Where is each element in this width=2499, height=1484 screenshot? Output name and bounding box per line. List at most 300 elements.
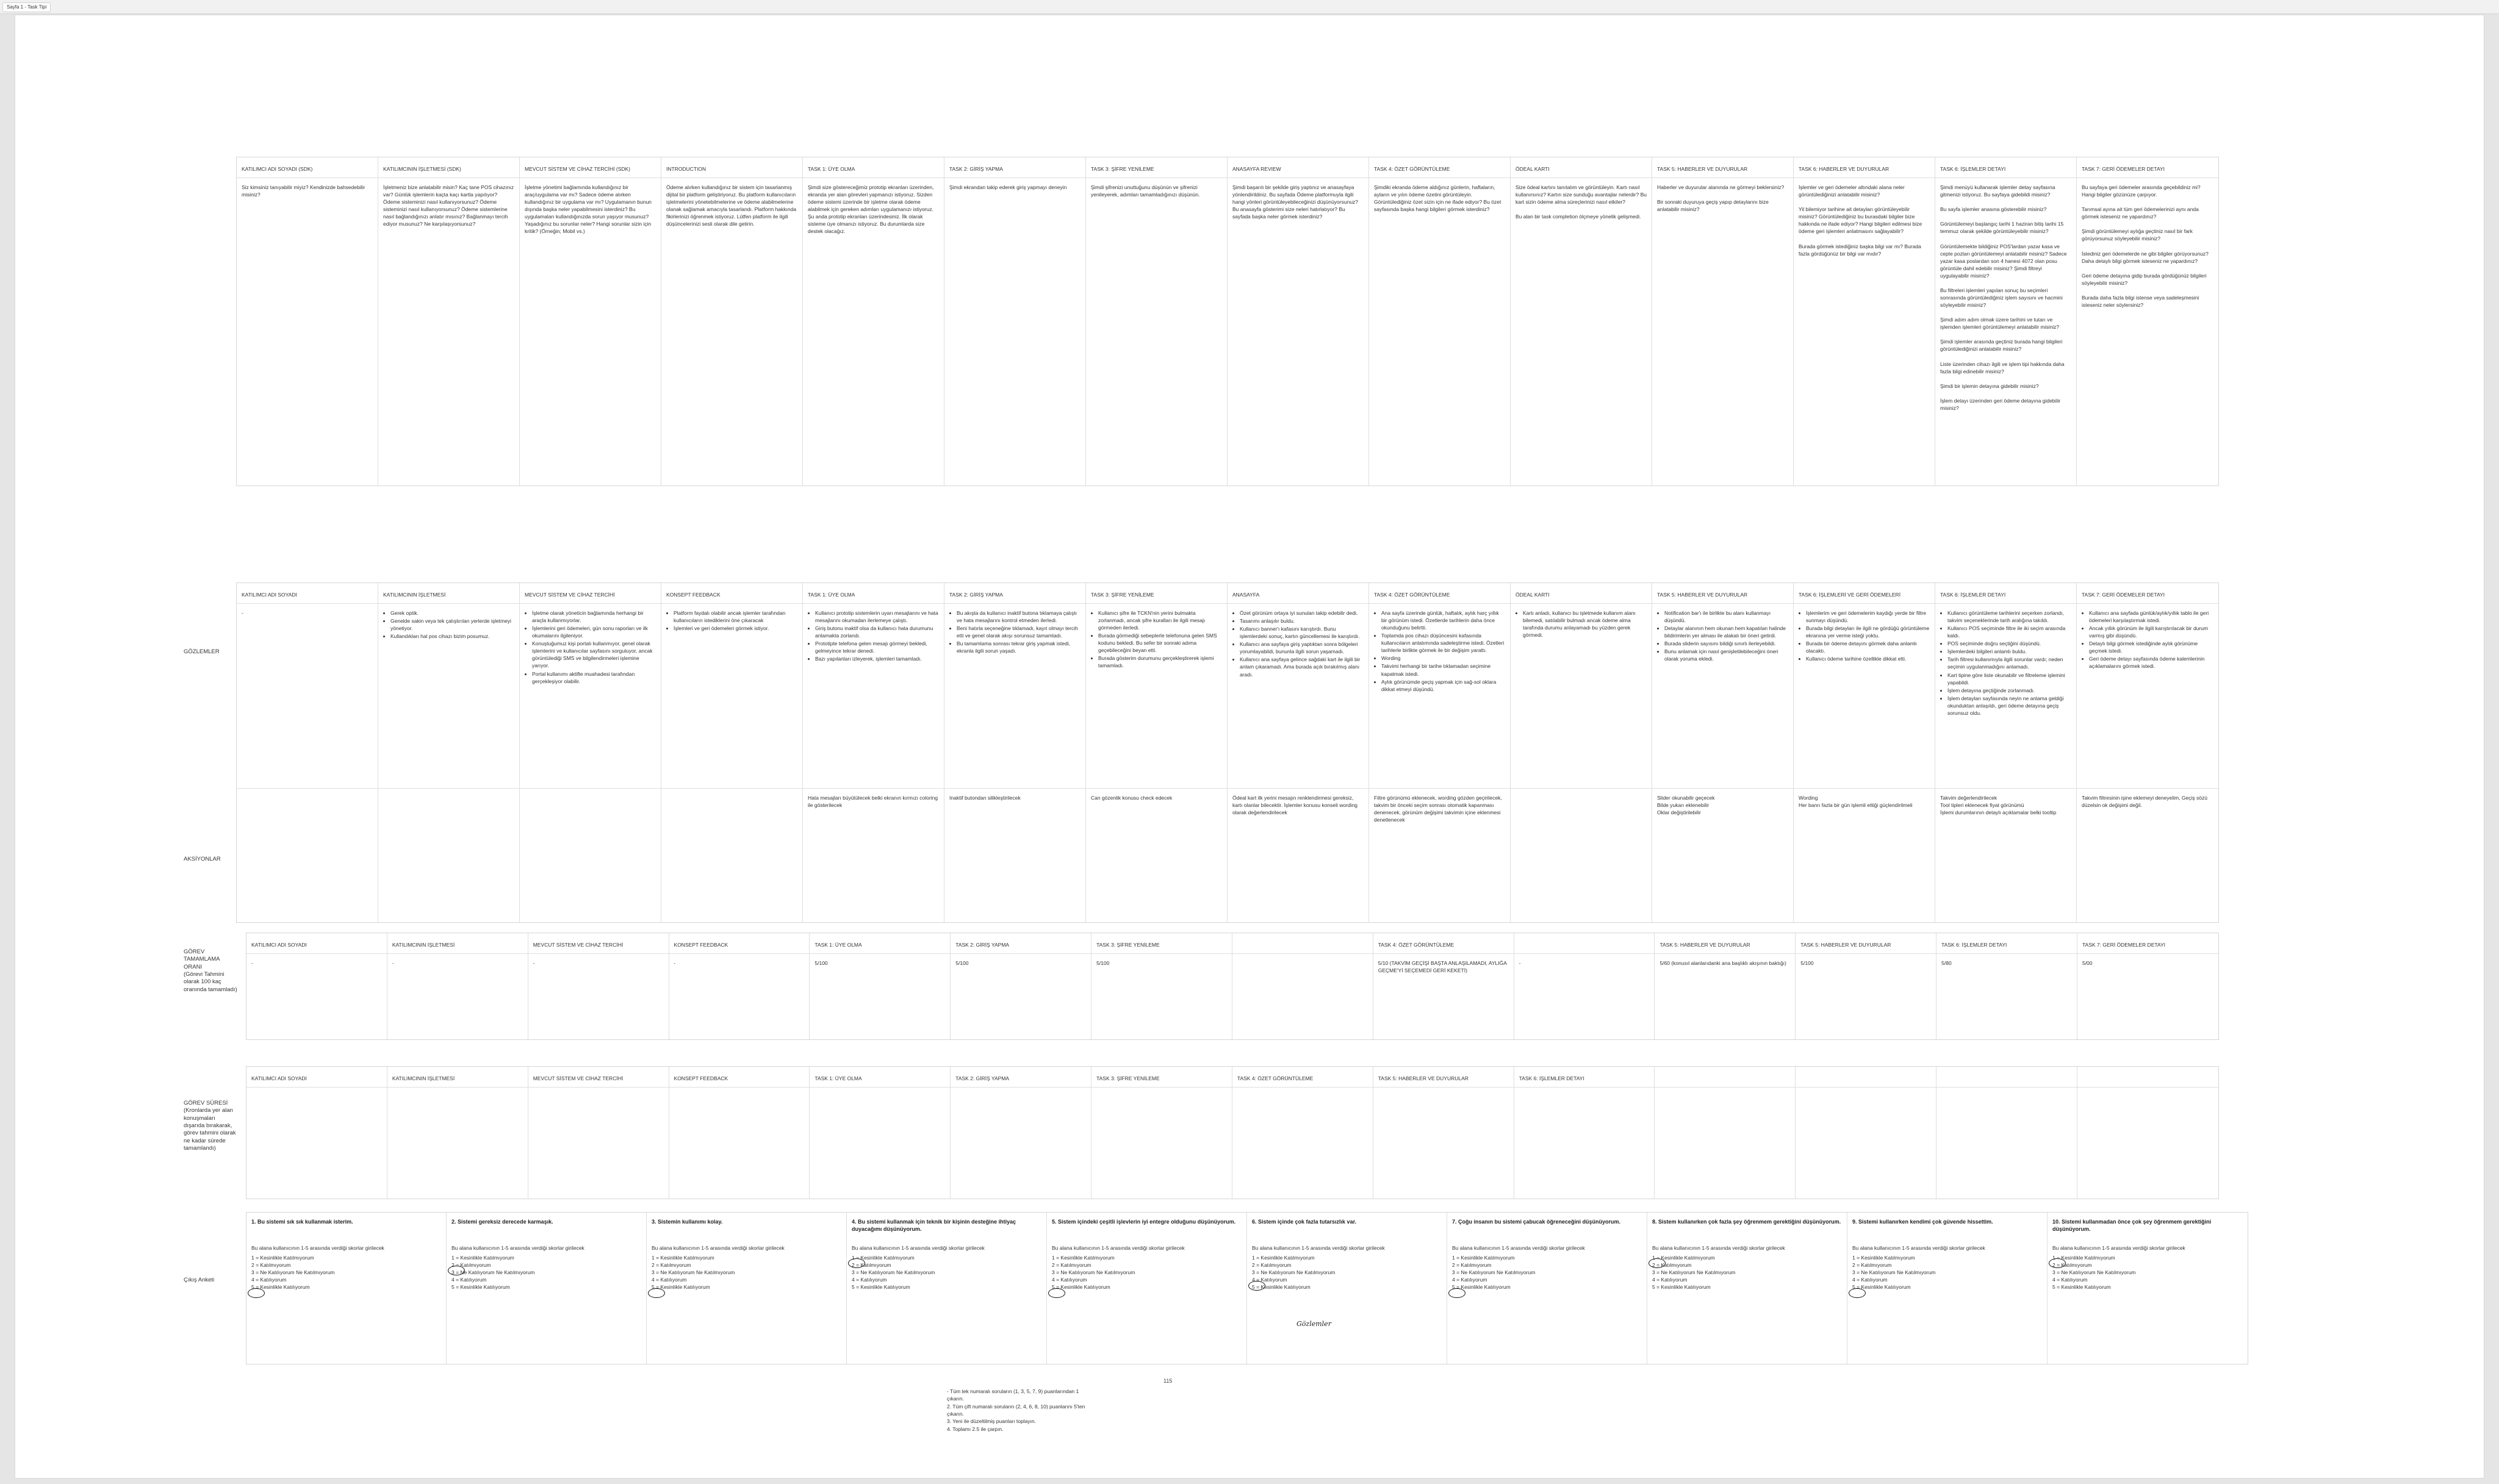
observation-column — [237, 583, 378, 788]
column-header: KONSEPT FEEDBACK — [669, 933, 810, 954]
column-question-text: Şimdiki ekranda ödeme aldığınız günlerin, haftaların, ayların ve yılın ödeme özetini görüntüleyin. Görüntülediğiniz özet sizin için ne ifade ediyor? Bu özet sayfasında başka hangi bilgileri görmek isterdiniz? — [1374, 184, 1501, 213]
observation-list — [1516, 609, 1647, 639]
observation-item: • POS seçiminde doğru seçtiğini düşündü. — [1947, 640, 2071, 647]
column-header: TASK 7: GERİ ÖDEMELER DETAYI — [2077, 157, 2218, 178]
column-question-text: Bu sayfaya geri ödemeler arasında geçebildiniz mi? Hangi bilgiler gözünüze çarpıyor. Tarımsal ayına ait tüm geri ödemelerinizi aynı anda görmek isteseniz ne yapardınız? Şimdi görüntülemeyi aylığa geçtiniz nasıl bir fark görüyorsunuz söyleyebilir misiniz? İstediniz geri ödemelerde ne gibi bilgiler görüyorsunuz? Daha detaylı bilgi görmek isteseniz ne yapardınız? Geri ödeme detayına gidip burada gördüğünüz bilgileri söyleyebilir misiniz? Burada daha fazla bilgi istense veya sadeleşmesini isteseniz neler söylersiniz? — [2082, 184, 2209, 308]
column-header: MEVCUT SİSTEM VE CİHAZ TERCİHİ — [528, 933, 669, 954]
observation-item: • Burada gösterim durumunu gerçekleştirerek işlemi tamamladı. — [1098, 654, 1222, 669]
survey-scale: 1 = Kesinlikle Katılmıyorum 2 = Katılmıyorum 3 = Ne Katılıyorum Ne Katılmıyorum 4 = Katılıyorum 5 = Kesinlikle Katılıyorum — [652, 1255, 735, 1291]
duration-column — [2077, 1067, 2218, 1199]
column-header: TASK 6: İŞLEMLER DETAYI — [1935, 583, 2076, 604]
observation-body — [378, 604, 519, 646]
observation-column — [2077, 583, 2218, 788]
observation-item: • Kullanıcı prototip sistemlerin uyarı mesajlarını ve hata mesajlarını okumadan ilerlemeye çalıştı. — [815, 609, 939, 624]
observation-item: • Burada bilgi detayları ile ilgili ne gördüğü görüntüleme ekranına yer verme isteği yoktu. — [1806, 625, 1930, 639]
column-header: TASK 6: HABERLER VE DUYURULAR — [1794, 157, 1935, 178]
observation-list — [383, 609, 514, 640]
completion-column — [528, 933, 669, 1039]
observation-column — [944, 583, 1086, 788]
survey-question-title: 4. Bu sistemi kullanmak için teknik bir kişinin desteğine ihtiyaç duyacağımı düşünüyorum. — [852, 1219, 1016, 1232]
column-header: TASK 6: İŞLEMLERİ VE GERİ ÖDEMELERİ — [1794, 583, 1935, 604]
completion-column — [1373, 933, 1514, 1039]
survey-scale: 1 = Kesinlikle Katılmıyorum 2 = Katılmıyorum 3 = Ne Katılıyorum Ne Katılmıyorum 4 = Katılıyorum 5 = Kesinlikle Katılıyorum — [1052, 1255, 1135, 1291]
completion-value: 5/100 — [814, 960, 828, 966]
survey-question-column — [447, 1213, 647, 1364]
action-column — [944, 789, 1086, 923]
question-column — [803, 157, 944, 486]
observation-text: - — [242, 610, 243, 616]
column-header — [1655, 1067, 1795, 1088]
completion-value: - — [674, 960, 676, 966]
survey-question-column — [246, 1213, 447, 1364]
toolbar — [0, 0, 2499, 14]
completion-value: 5/100 — [1096, 960, 1110, 966]
completion-table — [246, 933, 2219, 1040]
survey-question-column — [2048, 1213, 2248, 1364]
duration-column — [669, 1067, 810, 1199]
question-column — [1086, 157, 1228, 486]
observation-body — [1086, 604, 1227, 676]
question-column — [1652, 157, 1794, 486]
survey-question-column — [847, 1213, 1047, 1364]
observation-item: • Detaylar alanının hem okunan hem kapatılan halinde bildirimlerin yer alması ile alakalı bir öneri getirdi. — [1664, 625, 1788, 639]
action-text: Takvim filtresinin işine eklemeyi deneyelim, Geçiş sözü düzelsin ok değişimi değil. — [2082, 795, 2207, 809]
observation-item: • Gerek optik. — [390, 609, 514, 617]
column-header: TASK 1: ÜYE OLMA — [810, 933, 950, 954]
survey-instruction: Bu alana kullanıcının 1-5 arasında verdiği skorlar girilecek — [2052, 1245, 2185, 1251]
action-text — [520, 789, 661, 800]
question-column — [1935, 157, 2077, 486]
completion-column — [951, 933, 1091, 1039]
column-question-text: Ödeme alırken kullandığınız bir sistem için tasarlanmış dijital bir platform geliştiriyoruz. Bu platform kullanıcıların işletmelerini yönetebilmelerine ve ödeme alabilmelerine olanak sağlamak amacıyla tasarlandı. Platform hakkında fikirlerinizi öğrenmek istiyoruz. Lütfen platform ile ilgili düşüncelerinizi sesli olarak dile getirin. — [666, 184, 797, 228]
column-header: TASK 4: ÖZET GÖRÜNTÜLEME — [1369, 157, 1510, 178]
question-column — [378, 157, 520, 486]
duration-column — [528, 1067, 669, 1199]
observation-item: • Kart tipine göre liste okunabilir ve filtreleme işlemini yapabildi. — [1947, 672, 2071, 686]
selected-answer-circle — [648, 1288, 665, 1298]
observation-item: • Toplamda pos cihazı düşüncesini kafasında kullanıcıların anlatımında sadeleştirme istedi. Özetleri tarihlerle birlikte görmek ile bir değişim yarattı. — [1381, 632, 1505, 654]
row-label-cikis-anketi: Çıkış Anketi — [184, 1277, 215, 1283]
completion-value — [1232, 954, 1373, 965]
column-header: ANASAYFA REVIEW — [1228, 157, 1368, 178]
survey-scale: 1 = Kesinlikle Katılmıyorum 2 = Katılmıyorum 3 = Ne Katılıyorum Ne Katılmıyorum 4 = Katılıyorum 5 = Kesinlikle Katılıyorum — [1652, 1255, 1736, 1291]
column-header — [2077, 1067, 2218, 1088]
column-header — [1936, 1067, 2077, 1088]
observation-body — [1935, 604, 2076, 723]
observation-column — [1228, 583, 1369, 788]
observation-column — [1935, 583, 2077, 788]
observation-item: • İşlemlerini geri ödemeleri, gün sonu raporları ve ilk okumalarını ilgileniyor. — [532, 625, 656, 639]
observation-item: • İşletme olarak yöneticin bağlamında herhangi bir araçla kullanmıyorlar. — [532, 609, 656, 624]
observation-body — [944, 604, 1085, 661]
column-header: INTRODUCTION — [661, 157, 802, 178]
duration-column — [1655, 1067, 1796, 1199]
tab-sayfa-1[interactable]: Sayfa 1 - Task Tipi — [2, 2, 51, 12]
completion-value: 5/80 — [1941, 960, 1952, 966]
action-column — [803, 789, 944, 923]
column-question-text: İşletme yönetimi bağlamında kullandığınız bir araç/uygulama var mı? Sadece ödeme alırken kullandığınız bir uygulama var mı? Uygulamanın bunun dışında başka neler yapabilmesini isterdiniz? Bu uygulamaları kullandığınızda sorun yaşıyor musunuz? Yaşadığınız bu sorunlar neler? Hangi sorunlar sizin için kritik? (Örneğin; Mobil vs.) — [525, 184, 652, 235]
selected-answer-circle — [1248, 1281, 1265, 1291]
selected-answer-circle — [248, 1288, 265, 1298]
column-question-text: İşlemler ve geri ödemeler altındaki alana neler görüntülediğinizi anlatabilir misiniz? Yil bilemiyor tarihine ait detayları görüntüleyebilir misiniz? Görüntülediğiniz bu burasdaki bilgiler bize hakkında ne ifade ediyor? Hangi bilgileri edilmesi bize ödeme geri işlemleri anlatmasını sağlayabilir? Burada görmek istediğiniz başka bilgi var mı? Burada fazla gördüğünüz bir bilgi var mıdır? — [1799, 184, 1922, 257]
observation-item: • Burada bir ödeme detayını görmek daha anlamlı olacaktı. — [1806, 640, 1930, 654]
completion-value: - — [392, 960, 394, 966]
observation-item: • Konuştuğumuz kişi portalı kullanmıyor, genel olarak işlemlerini ve kullanıcılar sayfasını sorguluyor, ancak görüntülediği SMS ve bilgilendirmeleri işlemine yarıyor. — [532, 640, 656, 669]
column-header: TASK 6: İŞLEMLER DETAYI — [1935, 157, 2076, 178]
observations-row — [237, 583, 2218, 789]
column-header: TASK 4: ÖZET GÖRÜNTÜLEME — [1373, 933, 1514, 954]
observation-item: • Kullanıcı görüntüleme tarihlerini seçerken zorlandı, takvim seçeneklerinde tarih aralığına takıldı. — [1947, 609, 2071, 624]
survey-question-title: 10. Sistemi kullanmadan önce çok şey öğrenmem gerektiğini düşünüyorum. — [2052, 1219, 2212, 1232]
action-column — [1369, 789, 1511, 923]
survey-instruction: Bu alana kullanıcının 1-5 arasında verdiği skorlar girilecek — [1452, 1245, 1585, 1251]
survey-instruction: Bu alana kullanıcının 1-5 arasında verdiği skorlar girilecek — [451, 1245, 584, 1251]
observation-item: • İşlem detayları sayfasında neyin ne anlama geldiği okunduktan anlaşıldı, geri ödeme detayına geçiş sorunsuz oldu. — [1947, 695, 2071, 717]
scoring-notes: - Tüm tek numaralı soruların (1, 3, 5, 7, 9) puanlarından 1 çıkarın. 2. Tüm çift numaralı soruların (2, 4, 6, 8, 10) puanlarını 5'ten çıkarın. 3. Yeni ile düzeltilmiş puanları toplayın. 4. Toplamı 2.5 ile çarpın. — [947, 1388, 1085, 1432]
column-header: ÖDEAL KARTI — [1511, 583, 1652, 604]
observation-list — [525, 609, 656, 685]
question-column — [1511, 157, 1652, 486]
completion-value: 5/00 — [2082, 960, 2093, 966]
completion-column — [246, 933, 387, 1039]
survey-question-title: 7. Çoğu insanın bu sistemi çabucak öğreneceğini düşünüyorum. — [1452, 1219, 1621, 1225]
observation-list — [808, 609, 939, 662]
observation-column — [1794, 583, 1935, 788]
observation-body — [1228, 604, 1368, 684]
completion-value: - — [251, 960, 253, 966]
observation-item: • Geri ödeme detayı sayfasında ödeme kalemlerinin açıklamalarını görmek istedi. — [2089, 655, 2213, 670]
survey-instruction: Bu alana kullanıcının 1-5 arasında verdiği skorlar girilecek — [852, 1245, 985, 1251]
survey-instruction: Bu alana kullanıcının 1-5 arasında verdiği skorlar girilecek — [251, 1245, 384, 1251]
column-question-text: İşletmeniz bize anlatabilir misin? Kaç tane POS cihazınız var? Günlük işlemlerin kaçta kaçı kartla yapılıyor? Ödeme sisteminizi nasıl kullanıyorsunuz? Ödeme sisteminizi nasıl kullanıyorsunuz? Ödeme sistemlerine nasıl bağlandığınızı anlatır mısınız? Bağlanmayı tercih ediyor musunuz? Ne karşılaşıyorsunuz? — [383, 184, 514, 228]
question-column — [1228, 157, 1369, 486]
observation-body — [237, 604, 378, 622]
observation-body — [1369, 604, 1510, 699]
survey-question-column — [1647, 1213, 1847, 1364]
action-text: Slider okunabilir geçecek Bilde yukarı eklenebilir Oklar değiştirilebilir — [1657, 795, 1715, 816]
observation-column — [661, 583, 803, 788]
question-column — [944, 157, 1086, 486]
observation-body — [1511, 604, 1652, 645]
observation-item: • Kartı anladı, kullanıcı bu işletmede kullanım alanı bilemedi, satılabilir bulmadı ancak ödeme alma tarafında durumu anlayamadı bu yüzden gerek görmedi. — [1523, 609, 1647, 639]
observation-item: • Burada sliderin sayısını bildiği sınırlı ilerleyebildi. — [1664, 640, 1788, 647]
survey-question-column — [647, 1213, 847, 1364]
observation-item: • Kullanıcı şifre ile TCKN'nin yerini bulmakta zorlanmadı, ancak şifre kuralları ile ilgili mesajı görmeden ilerledi. — [1098, 609, 1222, 631]
duration-column — [810, 1067, 951, 1199]
completion-column — [387, 933, 528, 1039]
duration-column — [1232, 1067, 1373, 1199]
actions-row — [237, 789, 2218, 923]
observation-list — [2082, 609, 2213, 670]
column-header: KONSEPT FEEDBACK — [661, 583, 802, 604]
survey-question-title: 8. Sistem kullanırken çok fazla şey öğrenmem gerektiğini düşünüyorum. — [1652, 1219, 1841, 1225]
observation-column — [1369, 583, 1511, 788]
action-column — [1086, 789, 1228, 923]
action-text: Can gözenlik konusu check edecek — [1091, 795, 1173, 801]
observation-item: • Notification bar'ı ile birlikte bu alanı kullanmayı düşündü. — [1664, 609, 1788, 624]
observation-list — [666, 609, 797, 632]
completion-column — [1936, 933, 2077, 1039]
whiteboard-canvas — [15, 15, 2484, 1479]
survey-question-column — [1847, 1213, 2048, 1364]
question-column — [1369, 157, 1511, 486]
observation-item: • Tarih filtresi kullanımıyla ilgili sorunlar vardı; neden seçimin uygulanmadığını anlamadı. — [1947, 656, 2071, 670]
observation-body — [1794, 604, 1935, 669]
column-header: KATILIMCI ADI SOYADI — [237, 583, 378, 604]
column-header: TASK 3: ŞİFRE YENİLEME — [1091, 1067, 1232, 1088]
observation-item: • İşlemlerdeki bilgileri anlamlı buldu. — [1947, 648, 2071, 655]
column-header: KATILIMCININ İŞLETMESİ — [387, 1067, 528, 1088]
column-header: KATILIMCI ADI SOYADI (SDK) — [237, 157, 378, 178]
selected-answer-circle — [1048, 1288, 1065, 1298]
action-column — [378, 789, 520, 923]
column-header: KATILIMCININ İŞLETMESİ — [387, 933, 528, 954]
observation-column — [1652, 583, 1794, 788]
completion-column — [1514, 933, 1655, 1039]
column-header: TASK 4: ÖZET GÖRÜNTÜLEME — [1232, 1067, 1373, 1088]
column-header: TASK 6: İŞLEMLER DETAYI — [1936, 933, 2077, 954]
column-header: TASK 7: GERİ ÖDEMELER DETAYI — [2077, 933, 2218, 954]
column-header: TASK 2: GİRİŞ YAPMA — [944, 583, 1085, 604]
survey-question-column — [1047, 1213, 1247, 1364]
column-header: TASK 2: GİRİŞ YAPMA — [951, 933, 1091, 954]
survey-question-title: 5. Sistem içindeki çeşitli işlevlerin iyi entegre olduğunu düşünüyorum. — [1052, 1219, 1236, 1225]
observation-item: • Bunu anlamak için nasıl genişletilebileceğini öneri olarak yoruma ekledi. — [1664, 648, 1788, 662]
survey-scale: 1 = Kesinlikle Katılmıyorum 2 = Katılmıyorum 3 = Ne Katılıyorum Ne Katılmıyorum 4 = Katılıyorum 5 = Kesinlikle Katılıyorum — [1452, 1255, 1536, 1291]
column-header: TASK 5: HABERLER VE DUYURULAR — [1373, 1067, 1514, 1088]
duration-column — [387, 1067, 528, 1199]
action-text — [1511, 789, 1652, 800]
action-text: Inaktif butondan silikleştirilecek — [949, 795, 1021, 801]
observation-column — [1086, 583, 1228, 788]
observation-body — [661, 604, 802, 638]
column-header: TASK 3: ŞİFRE YENİLEME — [1086, 583, 1227, 604]
action-column — [2077, 789, 2218, 923]
observation-list — [1374, 609, 1505, 693]
action-column — [1511, 789, 1652, 923]
completion-column — [1232, 933, 1373, 1039]
duration-column — [1514, 1067, 1655, 1199]
survey-question-title: 2. Sistemi gereksiz derecede karmaşık. — [451, 1219, 553, 1225]
action-column — [1228, 789, 1369, 923]
observation-item: • Bazı yapılanları izleyerek, işlemleri tamamladı. — [815, 655, 939, 662]
completion-column — [1796, 933, 1936, 1039]
row-label-gorev-tamamlama: GÖREV TAMAMLAMA ORANI (Görevi Tahmini olarak 100 kaç oranında tamamladı) — [184, 948, 237, 993]
column-header: KONSEPT FEEDBACK — [669, 1067, 810, 1088]
survey-instruction: Bu alana kullanıcının 1-5 arasında verdiği skorlar girilecek — [652, 1245, 785, 1251]
survey-scale: 1 = Kesinlikle Katılmıyorum 2 = Katılmıyorum 3 = Ne Katılıyorum Ne Katılmıyorum 4 = Katılıyorum 5 = Kesinlikle Katılıyorum — [852, 1255, 935, 1291]
survey-question-title: 9. Sistemi kullanırken kendimi çok güvende hissettim. — [1852, 1219, 1993, 1225]
column-question-text: Siz kimsiniz tanıyabilir miyiz? Kendinizde bahsedebilir misiniz? — [242, 184, 365, 198]
observation-item: • Bu tamamlama sonrası tekrar giriş yapmak istedi, ekranla ilgili sorun yaşadı. — [957, 640, 1081, 654]
observation-item: • Takvimi herhangi bir tarihe tıklamadan seçimine kapatmak istedi. — [1381, 662, 1505, 677]
action-column — [1935, 789, 2077, 923]
observation-item: • Detaylı bilgi görmek istediğinde aylık görünüme geçmek istedi. — [2089, 640, 2213, 654]
column-header — [1232, 933, 1373, 954]
observation-item: • Burada görmediği sebeplerle telefonuna gelen SMS kodunu bekledi. Bu sefer bir sonraki adıma geçebileceğini beyan etti. — [1098, 632, 1222, 654]
observation-item: • Kullanıcı ana sayfaya gelince sağdaki kart ile ilgili bir anlam çıkaramadı. Ama burada açık bırakılmış alanı aradı. — [1240, 656, 1364, 678]
column-header: ANASAYFA — [1228, 583, 1368, 604]
observation-column — [378, 583, 520, 788]
action-column — [661, 789, 803, 923]
observation-item: • Aylık görünümde geçiş yapmak için sağ-sol oklara dikkat etmeyi düşündü. — [1381, 678, 1505, 693]
selected-answer-circle — [1849, 1288, 1866, 1298]
completion-value: 5/60 (konusıl alanlarıdanki ana başlıklı akışının baktığı) — [1659, 960, 1786, 966]
observation-item: • Portal kullanımı aktifte muahadesi tarafından gerçekleşiyor olabilir. — [532, 670, 656, 685]
completion-value: 5/10 (TAKVİM GEÇİŞİ BAŞTA ANLAŞILAMADI, AYLIĞA GEÇME'Yİ SEÇEMEDİ GERİ KEKETİ) — [1378, 960, 1507, 974]
observation-item: • İşlemlerim ve geri ödemelerim kaydığı yerde bir filtre sunmayı düşündü. — [1806, 609, 1930, 624]
survey-scale: 1 = Kesinlikle Katılmıyorum 2 = Katılmıyorum 3 = Ne Katılıyorum Ne Katılmıyorum 4 = Katılıyorum 5 = Kesinlikle Katılıyorum — [2052, 1255, 2136, 1291]
observation-list — [1799, 609, 1930, 662]
observation-body — [2077, 604, 2218, 676]
action-text — [237, 789, 378, 800]
column-header: KATILIMCININ İŞLETMESİ — [378, 583, 519, 604]
row-label-gorev-suresi: GÖREV SÜRESİ (Kronlarda yer alan konuşmaları dışarıda bırakarak, görev tahmini olarak ne kadar sürede tamamlandı) — [184, 1100, 236, 1152]
observation-item: • Kullanıcı ödeme tarihine özellikle dikkat etti. — [1806, 655, 1930, 662]
observation-item: • Kullanıcı POS seçiminde filtre ile iki seçim arasında kaldı. — [1947, 625, 2071, 639]
column-header: TASK 3: ŞİFRE YENİLEME — [1091, 933, 1232, 954]
observation-item: • Bu akışta da kullanıcı inaktif butona tıklamaya çalıştı ve hata mesajlarını kontrol etmeden ilerledi. — [957, 609, 1081, 624]
observation-item: • Kullanıcı ana sayfada günlük/aylık/yıllık tablo ile geri ödemeleri karşılaştırmak istedi. — [2089, 609, 2213, 624]
observation-item: • Tasarımı anlaşılır buldu. — [1240, 617, 1364, 625]
survey-question-title: 6. Sistem içinde çok fazla tutarsızlık var. — [1252, 1219, 1357, 1225]
row-label-aksiyonlar: AKSİYONLAR — [184, 856, 221, 862]
column-header: TASK 5: HABERLER VE DUYURULAR — [1796, 933, 1936, 954]
observation-list — [1940, 609, 2071, 717]
duration-column — [1373, 1067, 1514, 1199]
column-header: TASK 1: ÜYE OLMA — [810, 1067, 950, 1088]
duration-column — [1796, 1067, 1936, 1199]
duration-table — [246, 1066, 2219, 1199]
question-column — [661, 157, 803, 486]
completion-value: 5/100 — [955, 960, 969, 966]
handwritten-note: Gözlemler — [1296, 1320, 1331, 1328]
question-column — [520, 157, 661, 486]
column-header: TASK 3: ŞİFRE YENİLEME — [1086, 157, 1227, 178]
action-text: Filtre görünümü eklenecek, wording gözden geçirilecek, takvim bir önceki seçim sonrası otomatik kapanması denenecek, görünüm değişimi takvimin içine eklenmesi denetlenecek — [1374, 795, 1502, 823]
column-header: KATILIMCININ İŞLETMESİ (SDK) — [378, 157, 519, 178]
column-header: TASK 4: ÖZET GÖRÜNTÜLEME — [1369, 583, 1510, 604]
column-question-text: Şimdi size göstereceğimiz prototip ekranları üzerinden, ekranda yer alan görevleri yapmanızı istiyoruz. Sizden ödeme sistemi üzerinde bir işletme olarak ödeme alabilmek için gereken adımları uygulamanızı istiyoruz. Şu anda prototip ekranları üzerindesiniz. İlk olarak sisteme üye olmanızı istiyoruz. Bu durumlarda size destek olacağız. — [808, 184, 934, 235]
row-label-gozlemler: GÖZLEMLER — [184, 648, 220, 655]
questions-table — [236, 157, 2219, 486]
selected-answer-circle — [1448, 1288, 1465, 1298]
observation-list — [1091, 609, 1222, 670]
completion-column — [1091, 933, 1232, 1039]
completion-column — [2077, 933, 2218, 1039]
observation-item: • Wording — [1381, 654, 1505, 662]
observation-column — [803, 583, 944, 788]
column-header: TASK 1: ÜYE OLMA — [803, 583, 944, 604]
exit-survey-table — [246, 1212, 2248, 1364]
survey-instruction: Bu alana kullanıcının 1-5 arasında verdiği skorlar girilecek — [1052, 1245, 1185, 1251]
action-text — [378, 789, 519, 800]
column-header: KATILIMCI ADI SOYADI — [246, 933, 387, 954]
action-column — [1794, 789, 1935, 923]
observation-item: • Platform faydalı olabilir ancak işlemler tarafından kullanıcıların istediklerini öne çıkaracak — [674, 609, 797, 624]
action-column — [520, 789, 661, 923]
action-text: Takvim değerlendirilecek Tool tipleri eklenecek fiyat görünümü İşlemi durumlarının detaylı açıklamalar belki tooltip — [1940, 795, 2057, 816]
observation-column — [520, 583, 661, 788]
column-question-text: Şimdi başarılı bir şekilde giriş yaptınız ve anasayfaya yönlendirildiniz. Bu sayfada Ödeme platformuyla ilgili hangi yönleri görüntüleyebileceğinizi düşünüyorsunuz? Bu anasayfa gösterimi size neleri hatırlatıyor? Bu sayfada başka neler görmek isterdiniz? — [1232, 184, 1359, 220]
column-header: TASK 5: HABERLER VE DUYURULAR — [1655, 933, 1795, 954]
completion-value: 5/100 — [1800, 960, 1814, 966]
column-question-text: Şimdi menüyü kullanarak işlemler detay sayfasına gitmenizi istiyoruz. Bu sayfaya gidebildi misiniz? Bu sayfa işlemler anasına gösterebilir misiniz? Görüntülemeyi başlangıç tarihi 1 haziran bitiş tarihi 15 temmuz olarak şekilde görüntüleyebilir misiniz? Görüntülemekte bildiğiniz POS'lardan yazar kasa ve cepte pozları görüntülemeyi anlatabilir misiniz? Sadece yazar kasa poslardan son 4 hanesi 4072 olan posu görüntüle dahil edebilir misiniz? Şimdi filtreyi uygulayabilir misiniz? Bu filtreleri işlemleri yapılan sonuç bu seçimleri sonrasında görüntülediğiniz işlem sayısını ve hacmini söyleyebilir misiniz? Şimdi adım adım olmak üzere tarihini ve tutarı ve işlemden işlemleri görüntülemeyi anlatabilir misiniz? Şimdi işlemler arasında geçtiniz burada hangi bilgileri görüntülediğinizi anlatabilir misiniz? Liste üzerinden cihazı ilgili ve işlem tipi hakkında daha fazla bilgi edinebilir misiniz? Şimdi bir işlemin detayına gidebilir misiniz? İşlem detayı üzerinden geri ödeme detayına gidebilir misiniz? — [1940, 184, 2067, 411]
question-column — [2077, 157, 2218, 486]
column-header: MEVCUT SİSTEM VE CİHAZ TERCİHİ — [528, 1067, 669, 1088]
survey-scale: 1 = Kesinlikle Katılmıyorum 2 = Katılmıyorum 3 = Ne Katılıyorum Ne Katılmıyorum 4 = Katılıyorum 5 = Kesinlikle Katılıyorum — [1252, 1255, 1336, 1291]
column-question-text: Size ödeal kartını tanıtalım ve görüntüleyin. Kartı nasıl kullanırsınız? Kartın size sunduğu avantajlar nelerdir? Bu kart sizin ödeme alma süreçlerinizi nasıl etkiler? Bu alan bir task completion ölçmeye yönelik gelişmedi. — [1516, 184, 1647, 220]
completion-value: - — [1519, 960, 1521, 966]
column-header: TASK 1: ÜYE OLMA — [803, 157, 944, 178]
column-header: TASK 5: HABERLER VE DUYURULAR — [1652, 583, 1793, 604]
duration-column — [1091, 1067, 1232, 1199]
column-question-text: Haberler ve duyurular alanında ne görmeyi beklersiniz? Bir sonraki duyuruya geçiş yapıp detaylarını bize anlatabilir misiniz? — [1657, 184, 1785, 213]
survey-scale: 1 = Kesinlikle Katılmıyorum 2 = Katılmıyorum 3 = Ne Katılıyorum Ne Katılmıyorum 4 = Katılıyorum 5 = Kesinlikle Katılıyorum — [251, 1255, 335, 1291]
observation-item: • Kullandıkları hal pos cihazı bizim posumuz. — [390, 633, 514, 640]
action-text: Hata mesajları büyütülecek belki ekranın kırmızı coloring ile gösterilecek — [808, 795, 938, 809]
observation-item: • Prototipte telefona gelen mesajı görmeyi bekledi, gelmeyince tekrar denedi. — [815, 640, 939, 654]
observation-column — [1511, 583, 1652, 788]
observation-list — [949, 609, 1081, 654]
column-header: TASK 6: İŞLEMLER DETAYI — [1514, 1067, 1655, 1088]
survey-question-column — [1247, 1213, 1447, 1364]
column-question-text: Şimdi ekrandan takip ederek giriş yapmayı deneyin — [949, 184, 1067, 190]
survey-instruction: Bu alana kullanıcının 1-5 arasında verdiği skorlar girilecek — [1252, 1245, 1385, 1251]
observations-table — [236, 582, 2219, 923]
action-text — [661, 789, 802, 800]
column-header: KATILIMCI ADI SOYADI — [246, 1067, 387, 1088]
completion-column — [669, 933, 810, 1039]
survey-question-column — [1447, 1213, 1647, 1364]
column-question-text: Şimdi şifrenizi unuttuğunu düşünün ve şifrenizi yenileyerek, adımları tamamladığınızı düşünün. — [1091, 184, 1200, 198]
survey-scale: 1 = Kesinlikle Katılmıyorum 2 = Katılmıyorum 3 = Ne Katılıyorum Ne Katılmıyorum 4 = Katılıyorum 5 = Kesinlikle Katılıyorum — [1852, 1255, 1936, 1291]
column-header: TASK 5: HABERLER VE DUYURULAR — [1652, 157, 1793, 178]
observation-item: • Kullanıcı banner'ı kafasını karıştırdı. Bunu işlemlerdeki sonuç, kartın güncellemesi ile karıştırdı. — [1240, 625, 1364, 640]
action-text: Wording Her banrı fazla bir gün işlemli ettiği güçlendirilmeli — [1799, 795, 1913, 809]
column-header: TASK 2: GİRİŞ YAPMA — [951, 1067, 1091, 1088]
survey-instruction: Bu alana kullanıcının 1-5 arasında verdiği skorlar girilecek — [1852, 1245, 1985, 1251]
page-number: 115 — [1163, 1378, 1173, 1384]
action-text: Ödeal kart ilk yerini mesajın renklendirmesi gereksiz, kartı olanlar bilecektir. İşlemler konusu konseli wording olarak değerlendirilecek — [1232, 795, 1358, 816]
observation-item: • Özet görünüm ortaya iyi sunulan takip edebilir dedi. — [1240, 609, 1364, 617]
column-header: MEVCUT SİSTEM VE CİHAZ TERCİHİ (SDK) — [520, 157, 661, 178]
survey-instruction: Bu alana kullanıcının 1-5 arasında verdiği skorlar girilecek — [1652, 1245, 1785, 1251]
observation-list — [1657, 609, 1788, 662]
completion-column — [1655, 933, 1796, 1039]
observation-list — [1232, 609, 1364, 678]
observation-item: • Ancak yıllık görünüm ile ilgili karıştırılacak bir durum varmış gibi düşündü. — [2089, 625, 2213, 639]
duration-column — [1936, 1067, 2077, 1199]
duration-column — [246, 1067, 387, 1199]
survey-scale: 1 = Kesinlikle Katılmıyorum 2 = Katılmıyorum 3 = Ne Katılıyorum Ne Katılmıyorum 4 = Katılıyorum 5 = Kesinlikle Katılıyorum — [451, 1255, 535, 1291]
observation-item: • İşlemleri ve geri ödemeleri görmek istiyor. — [674, 625, 797, 632]
column-header: ÖDEAL KARTI — [1511, 157, 1652, 178]
duration-column — [951, 1067, 1091, 1199]
observation-item: • Kullanıcı ana sayfaya giriş yaptıktan sonra bölgeleri yorumlayabildi, bununla ilgili sorun yaşamadı. — [1240, 640, 1364, 655]
observation-item: • Giriş butonu inaktif olsa da kullanıcı hata durumunu anlamakta zorlandı. — [815, 625, 939, 639]
column-header: TASK 2: GİRİŞ YAPMA — [944, 157, 1085, 178]
column-header — [1514, 933, 1655, 954]
observation-body — [520, 604, 661, 691]
column-header: MEVCUT SİSTEM VE CİHAZ TERCİHİ — [520, 583, 661, 604]
completion-column — [810, 933, 951, 1039]
survey-question-title: 3. Sistemin kullanımı kolay. — [652, 1219, 723, 1225]
question-column — [1794, 157, 1935, 486]
observation-item: • Beni hatırla seçeneğine tıklamadı, kayıt olmayı tercih etti ve genel olarak akışı sorunsuz tamamladı. — [957, 625, 1081, 639]
observation-item: • Ana sayfa üzerinde günlük, haftalık, aylık harç yıllık bir görünüm istedi. Özetlerde tarihlerin daha önce okunduğunu belirtti. — [1381, 609, 1505, 631]
question-column — [237, 157, 378, 486]
